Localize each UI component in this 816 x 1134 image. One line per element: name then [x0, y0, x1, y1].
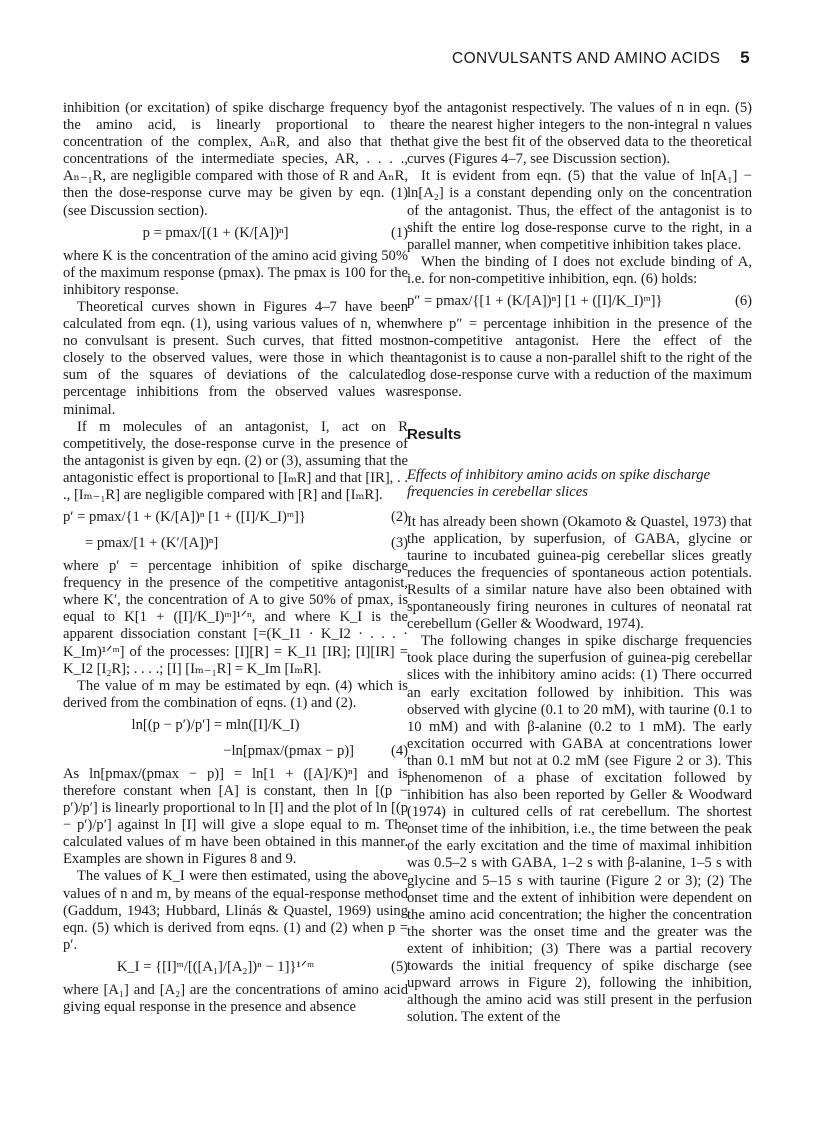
- equation-4b: [63, 740, 408, 764]
- right-column: [407, 100, 752, 1026]
- section-heading-results: Results: [407, 425, 462, 443]
- paragraph: As ln[pmax/(pmax − p)] = ln[1 + ([A]/K)ⁿ] and is therefore constant when [A] is constant, then ln [(p − p′)/p′] is linearly proportional to ln [I] and the plot of ln [(p − p′)/p′] against ln [I] will give a slope equal to m. The calculated values of m have been obtained in this manner. Examples are shown in Figures 8 and 9.: [63, 765, 408, 868]
- equation-expression: = pmax/[1 + (K′/[A])ⁿ]: [85, 535, 219, 552]
- equation-1: [63, 222, 408, 246]
- paragraph: where K is the concentration of the amino acid giving 50% of the maximum response (pmax). The pmax is 100 for the inhibitory response.: [63, 247, 408, 298]
- paragraph: The value of m may be estimated by eqn. (4) which is derived from the combination of eqns. (1) and (2).: [63, 677, 408, 711]
- running-header: [452, 48, 750, 72]
- equation-number: (2): [390, 509, 408, 526]
- running-title: CONVULSANTS AND AMINO ACIDS: [452, 50, 721, 67]
- equation-number: (5): [390, 958, 408, 975]
- paragraph: If m molecules of an antagonist, I, act on R competitively, the dose-response curve in the presence of the antagonist is given by eqn. (2) or (3), assuming that the antagonistic effect is proportional to [IₘR] and that [IR], . . ., [Iₘ₋₁R] are negligible compared with [R] and [IₘR].: [63, 418, 408, 503]
- paragraph: It has already been shown (Okamoto & Quastel, 1973) that the application, by superfusion, of GABA, glycine or taurine to incubated guinea-pig cerebellar slices greatly reduces the frequencies of spontaneous action potentials. Results of a similar nature have also been obtained with spontaneously firing neurones in cultures of neonatal rat cerebellum (Geller & Woodward, 1974).: [407, 513, 752, 633]
- paragraph: where p″ = percentage inhibition in the presence of the non-competitive antagonist. Here the effect of the antagonist is to cause a non-parallel shift to the right of the log dose-response curve with a reduction of the maximum response.: [407, 316, 752, 401]
- paragraph: Theoretical curves shown in Figures 4–7 have been calculated from eqn. (1), using various values of n, when no convulsant is present. Such curves, that fitted most closely to the observed values, were those in which the sum of the squares of deviations of the calculated percentage inhibitions from the observed values was minimal.: [63, 298, 408, 418]
- paragraph: The values of K_I were then estimated, using the above values of n and m, by means of the equal-response method (Gaddum, 1943; Hubbard, Llinás & Quastel, 1969) using eqn. (5) which is derived from eqns. (1) and (2) when p = p′.: [63, 868, 408, 953]
- paragraph: When the binding of I does not exclude binding of A, i.e. for non-competitive inhibition, eqn. (6) holds:: [407, 253, 752, 287]
- equation-expression: −ln[pmax/(pmax − p)]: [223, 742, 354, 759]
- equation-expression: ln[(p − p′)/p′] = mln([I]/K_I): [131, 716, 300, 733]
- paragraph: inhibition (or excitation) of spike discharge frequency by the amino acid, is linearly proportional to the concentration of the complex, AₙR, and also that the concentrations of the intermediate species, AR, . . . ., Aₙ₋₁R, are negligible compared with those of R and AₙR, then the dose-response curve may be given by eqn. (1) (see Discussion section).: [63, 100, 408, 219]
- equation-5: [63, 956, 408, 980]
- equation-6: [407, 290, 752, 314]
- page-number: 5: [740, 48, 750, 67]
- equation-expression: p″ = pmax/{[1 + (K/[A])ⁿ] [1 + ([I]/K_I)ᵐ]}: [407, 293, 663, 310]
- equation-2: [63, 506, 408, 530]
- equation-expression: p′ = pmax/{1 + (K/[A])ⁿ [1 + ([I]/K_I)ᵐ]}: [63, 509, 306, 526]
- left-column: [63, 100, 408, 1016]
- equation-expression: p = pmax/[(1 + (K/[A])ⁿ]: [142, 224, 289, 241]
- equation-number: (3): [390, 535, 408, 552]
- equation-number: (6): [734, 293, 752, 310]
- paragraph: The following changes in spike discharge frequencies took place during the superfusion of guinea-pig cerebellar slices with the inhibitory amino acids: (1) There occurred an early excitation followed by inhibition. This was observed with glycine (0.1 to 20 mM), with taurine (0.1 to 10 mM) and with β-alanine (0.2 to 1 mM). The early excitation occurred with GABA at concentrations lower than 0.1 mM but not at 0.2 mM (see Figure 2 or 3). This phenomenon of a phase of excitation followed by inhibition has also been reported by Geller & Woodward (1974) in cultured cells of rat cerebellum. The shortest onset time of the inhibition, i.e., the time between the peak of the early excitation and the time of maximal inhibition was 0.5–2 s with GABA, 1–2 s with β-alanine, 1–5 s with glycine and 5–15 s with taurine (Figure 2 or 3); (2) The onset time and the extent of inhibition were dependent on the amino acid concentration; the higher the concentration the shorter was the onset time and the greater was the extent of inhibition; (3) There was a partial recovery towards the initial frequency of spike discharge (see upward arrows in Figure 2), following the inhibition, although the amino acid was still present in the perfusion solution. The extent of the: [407, 633, 752, 1026]
- equation-expression: K_I = {[I]ᵐ/[([A₁]/[A₂])ⁿ − 1]}¹ᐟᵐ: [116, 958, 315, 975]
- subsection-heading: Effects of inhibitory amino acids on spike discharge frequencies in cerebellar slices: [407, 466, 711, 501]
- paragraph: It is evident from eqn. (5) that the value of ln[A₁] − ln[A₂] is a constant depending only on the concentration of the antagonist. Thus, the effect of the antagonist is to shift the entire log dose-response curve to the right, in a parallel manner, when competitive inhibition takes place.: [407, 168, 752, 253]
- equation-number: (4): [390, 742, 408, 759]
- paragraph: of the antagonist respectively. The values of n in eqn. (5) are the nearest higher integers to the non-integral n values that give the best fit of the observed data to the theoretical curves (Figures 4–7, see Discussion section).: [407, 100, 752, 168]
- paragraph: where [A₁] and [A₂] are the concentrations of amino acid giving equal response in the presence and absence: [63, 981, 408, 1016]
- equation-number: (1): [390, 224, 408, 241]
- equation-4a: [63, 714, 408, 738]
- paragraph: where p′ = percentage inhibition of spike discharge frequency in the presence of the competitive antagonist, where K′, the concentration of A to give 50% of pmax, is equal to K[1 + ([I]/K_I)ᵐ]¹ᐟⁿ, and where K_I is the apparent dissociation constant [=(K_I1 · K_I2 · . . . · K_Im)¹ᐟᵐ] of the processes: [I][R] = K_I1 [IR]; [I][IR] = K_I2 [I₂R]; . . . .; [I] [Iₘ₋₁R] = K_Im [IₘR].: [63, 558, 408, 677]
- equation-3: [63, 532, 408, 556]
